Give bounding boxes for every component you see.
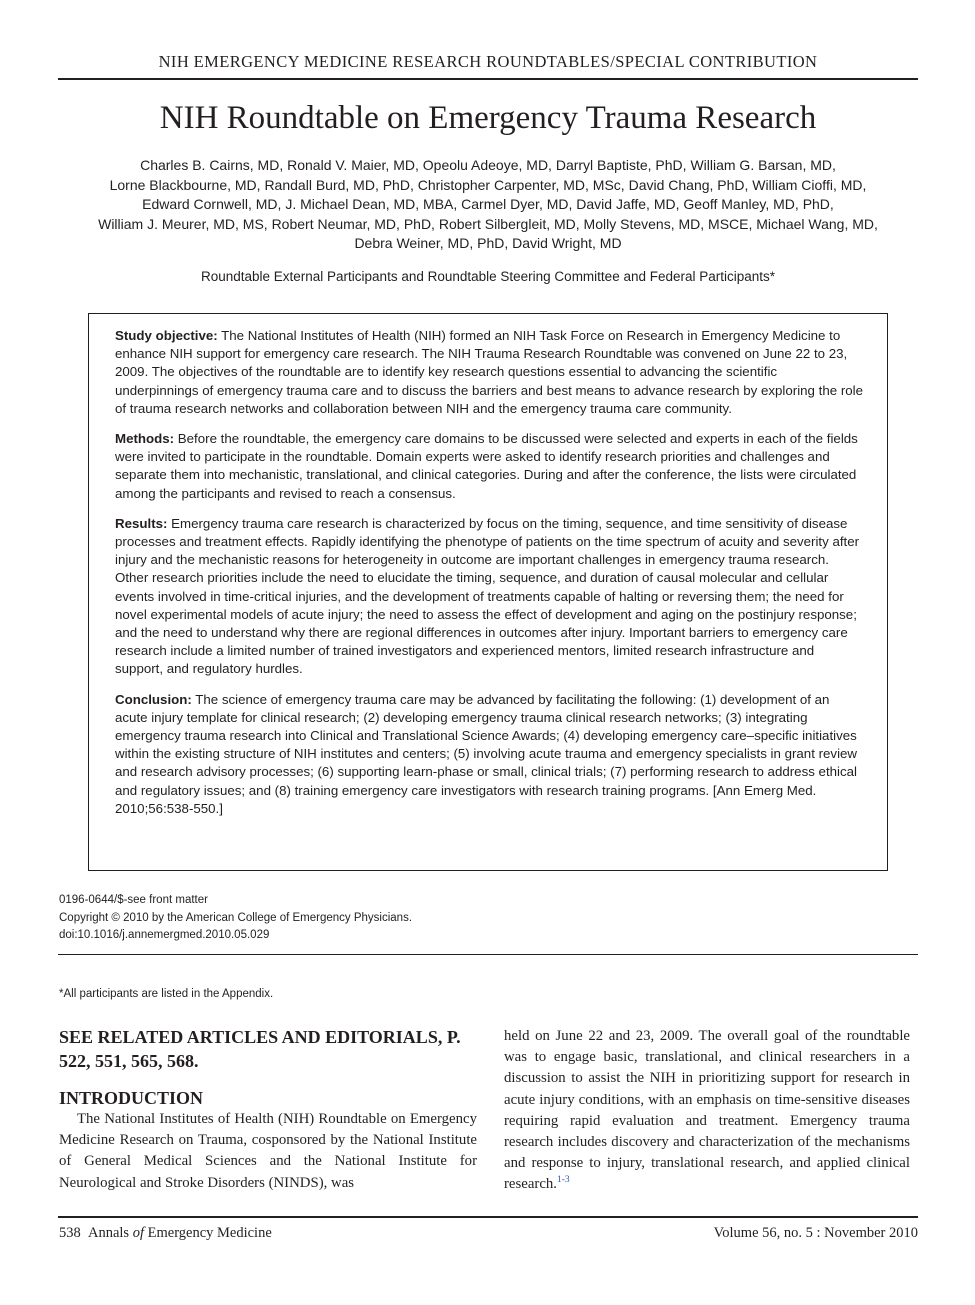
- journal-name-post: Emergency Medicine: [144, 1225, 272, 1241]
- running-head: NIH EMERGENCY MEDICINE RESEARCH ROUNDTABLES/SPECIAL CONTRIBUTION: [158, 52, 818, 71]
- reference-link[interactable]: 1-3: [556, 1175, 570, 1186]
- article-title: NIH Roundtable on Emergency Trauma Research: [159, 100, 817, 136]
- copyright-line: Copyright © 2010 by the American College of Emergency Physicians.: [59, 911, 413, 924]
- participants-footnote: *All participants are listed in the Appendix.: [59, 988, 274, 1000]
- related-articles-heading[interactable]: SEE RELATED ARTICLES AND EDITORIALS, P. 522, 551, 565, 568.: [59, 1027, 461, 1071]
- participants-line: Roundtable External Participants and Roundtable Steering Committee and Federal Participants*: [200, 269, 776, 284]
- author-line: Debra Weiner, MD, PhD, David Wright, MD: [354, 235, 622, 251]
- conclusion-text: The science of emergency trauma care may be advanced by facilitating the following: (1) development of an acute injury template for clinical research; (2) developing emergency trauma clinical research networks; (3) integrating emergency trauma research into Clinical and Translational Science Awards; (4) developing emergency care–specific initiatives within the existing structure of NIH institutes and centers; (5) involving acute trauma and emergency specialists in grant review and research advisory processes; (6) supporting learn-phase or small, clinical trials; (7) performing research to address ethical and regulatory issues; and (8) training emergency care investigators with research training programs. [Ann Emerg Med. 2010;56:538-550.]: [115, 691, 858, 816]
- author-line: Lorne Blackbourne, MD, Randall Burd, MD, PhD, Christopher Carpenter, MD, MSc, David Chang, PhD, William Cioffi, MD,: [109, 176, 867, 193]
- objective-label: Study objective:: [115, 328, 218, 343]
- intro-paragraph-right: [504, 1026, 910, 1196]
- issn-line: 0196-0644/$-see front matter: [59, 894, 208, 906]
- methods-text: Before the roundtable, the emergency care domains to be discussed were selected and experts in each of the fields were invited to participate in the roundtable. Domain experts were asked to identify research priorities and challenges and separate them into mechanistic, translational, and clinical categories. During and after the conference, the lists were circulated among the participants and revised to reach a consensus.: [115, 431, 858, 501]
- middle-rule: [58, 954, 918, 955]
- abstract-conclusion: [115, 691, 863, 818]
- footer-left: [59, 1225, 272, 1242]
- abstract-objective: [115, 327, 863, 418]
- introduction-heading: INTRODUCTION: [59, 1088, 204, 1108]
- abstract-box: [88, 313, 888, 871]
- abstract-methods: [115, 430, 863, 503]
- objective-text: The National Institutes of Health (NIH) formed an NIH Task Force on Research in Emergency Medicine to enhance NIH support for emergency care research. The NIH Trauma Research Roundtable was convened on June 22 to 23, 2009. The objectives of the roundtable are to identify key research questions essential to advancing the scientific underpinnings of emergency trauma care and to discuss the barriers and best means to advance research by exploring the role of trauma research networks and collaboration between NIH and the emergency trauma care community.: [115, 328, 864, 416]
- footer-volume: Volume 56, no. 5 : November 2010: [713, 1225, 918, 1241]
- journal-name-of: of: [132, 1225, 144, 1241]
- methods-label: Methods:: [115, 431, 175, 447]
- author-line: Charles B. Cairns, MD, Ronald V. Maier, MD, Opeolu Adeoye, MD, Darryl Baptiste, PhD, William G. Barsan, MD,: [140, 157, 836, 173]
- results-text: Emergency trauma care research is characterized by focus on the timing, sequence, and time sensitivity of disease processes and treatment effects. Rapidly identifying the phenotype of patients on the time spectrum of acuity and severity after injury and the mechanistic reasons for heterogeneity in outcome are important challenges in emergency trauma research. Other research priorities include the need to elucidate the timing, sequence, and duration of causal molecular and cellular events involved in time-critical injuries, and the development of treatments capable of halting or reversing them; the need for novel experimental models of acute injury; the need to assess the effect of development and aging on the postinjury response; and the need to understand why there are regional differences in outcomes after injury. Important barriers to emergency care research include a limited number of trained investigators and experienced mentors, limited research infrastructure and support, and regulatory hurdles.: [115, 515, 860, 677]
- intro-right-text: held on June 22 and 23, 2009. The overall goal of the roundtable was to engage basic, translational, and clinical researchers in a discussion to assist the NIH in prioritizing support for research in acute injury conditions, with an emphasis on time-sensitive diseases requiring rapid evaluation and treatment. Emergency trauma research includes discovery and characterization of the mechanisms and response to injury, translational research, and applied clinical research.: [504, 1028, 910, 1193]
- journal-name-pre: Annals: [88, 1225, 133, 1241]
- author-line: William J. Meurer, MD, MS, Robert Neumar, MD, PhD, Robert Silbergleit, MD, Molly Stevens, MD, MSCE, Michael Wang, MD,: [98, 215, 878, 232]
- conclusion-label: Conclusion:: [115, 691, 192, 707]
- bottom-rule: [58, 1216, 918, 1218]
- page-number: 538: [59, 1225, 81, 1241]
- intro-paragraph-left: The National Institutes of Health (NIH) Roundtable on Emergency Medicine Research on Trauma, cosponsored by the National Institute of General Medical Sciences and the National Institute for Neurological and Stroke Disorders (NINDS), was: [59, 1111, 477, 1191]
- left-column: [59, 1026, 477, 1194]
- author-line: Edward Cornwell, MD, J. Michael Dean, MD, MBA, Carmel Dyer, MD, David Jaffe, MD, Geoff Manley, MD, PhD,: [142, 196, 834, 212]
- right-column: [504, 1026, 910, 1196]
- abstract-results: [115, 515, 863, 679]
- front-matter: [59, 892, 412, 945]
- top-rule: [58, 78, 918, 80]
- results-label: Results:: [115, 515, 168, 531]
- doi-link[interactable]: doi:10.1016/j.annemergmed.2010.05.029: [59, 929, 270, 941]
- author-list: [58, 156, 918, 254]
